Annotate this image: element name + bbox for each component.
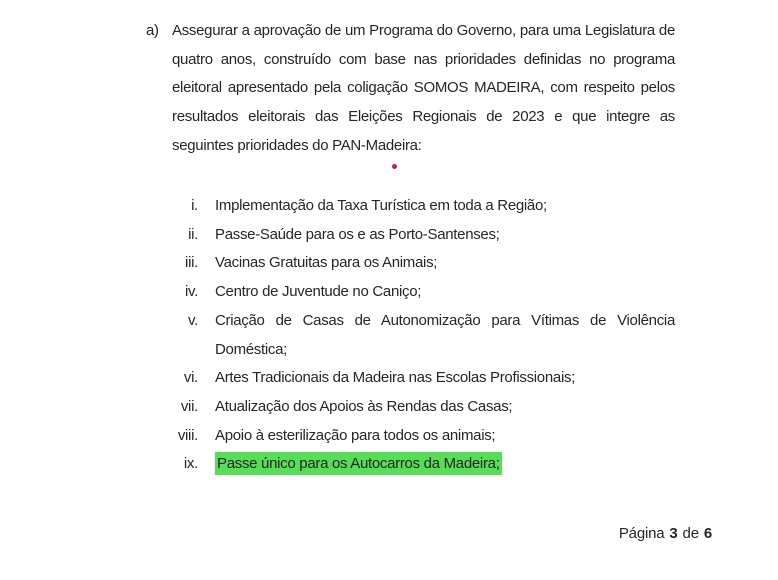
list-item-text bbox=[215, 393, 675, 422]
list-item-numeral: viii. bbox=[177, 426, 198, 444]
list-item bbox=[150, 278, 675, 307]
footer-label-of: de bbox=[682, 525, 699, 542]
list-item-text bbox=[215, 422, 675, 451]
list-item-text bbox=[215, 364, 675, 393]
list-item bbox=[150, 422, 675, 451]
list-item bbox=[150, 393, 675, 422]
list-item-text-content: Passe-Saúde para os e as Porto-Santenses; bbox=[215, 225, 500, 243]
list-item bbox=[150, 307, 675, 364]
list-item-numeral: i. bbox=[191, 197, 198, 214]
list-item bbox=[150, 249, 675, 278]
paragraph-a bbox=[146, 17, 675, 161]
list-item-text-content: Centro de Juventude no Caniço; bbox=[215, 283, 422, 301]
footer-label-page: Página bbox=[618, 525, 665, 542]
list-item bbox=[150, 364, 675, 393]
footer-total-pages: 6 bbox=[703, 525, 712, 542]
list-item-text bbox=[215, 307, 675, 364]
list-item-numeral: iii. bbox=[185, 254, 198, 272]
annotation-dot bbox=[392, 164, 397, 169]
list-item bbox=[150, 221, 675, 250]
list-item-text-content: Apoio à esterilização para todos os animais; bbox=[215, 426, 496, 444]
list-item-text-content: Passe único para os Autocarros da Madeira; bbox=[215, 452, 502, 475]
list-item-text-content: Implementação da Taxa Turística em toda a Região; bbox=[215, 197, 547, 214]
list-item-text bbox=[215, 249, 675, 278]
footer-page-number: 3 bbox=[669, 525, 678, 542]
list-item-numeral: vii. bbox=[180, 397, 198, 415]
list-item bbox=[150, 450, 675, 479]
list-item-numeral: ii. bbox=[188, 225, 198, 243]
list-item-numeral: ix. bbox=[183, 455, 198, 473]
list-item-text bbox=[215, 278, 675, 307]
list-item-numeral: iv. bbox=[185, 283, 198, 301]
list-item-text bbox=[215, 450, 675, 479]
list-item-text-content: Atualização dos Apoios às Rendas das Casas; bbox=[215, 397, 513, 415]
list-item-numeral: v. bbox=[188, 311, 198, 329]
paragraph-marker: a) bbox=[146, 22, 159, 39]
list-item-text-content: Artes Tradicionais da Madeira nas Escolas Profissionais; bbox=[215, 369, 576, 387]
page-footer bbox=[619, 525, 712, 542]
list-item-text bbox=[215, 221, 675, 250]
paragraph-text: Assegurar a aprovação de um Programa do Governo, para uma Legislatura de quatro anos, construído com base nas prioridades definidas no programa eleitoral apresentado pela coligação SOMOS MADEIRA, com respeito pelos resultados eleitorais das Eleições Regionais de 2023 e que integre as seguintes prioridades do PAN-Madeira: bbox=[172, 22, 675, 154]
list-item-numeral: vi. bbox=[183, 369, 198, 387]
roman-numeral-list bbox=[150, 192, 675, 479]
list-item-text bbox=[215, 192, 675, 221]
list-item-text-content: Criação de Casas de Autonomização para Vítimas de Violência Doméstica; bbox=[215, 311, 675, 358]
list-item bbox=[150, 192, 675, 221]
list-item-text-content: Vacinas Gratuitas para os Animais; bbox=[215, 254, 438, 272]
